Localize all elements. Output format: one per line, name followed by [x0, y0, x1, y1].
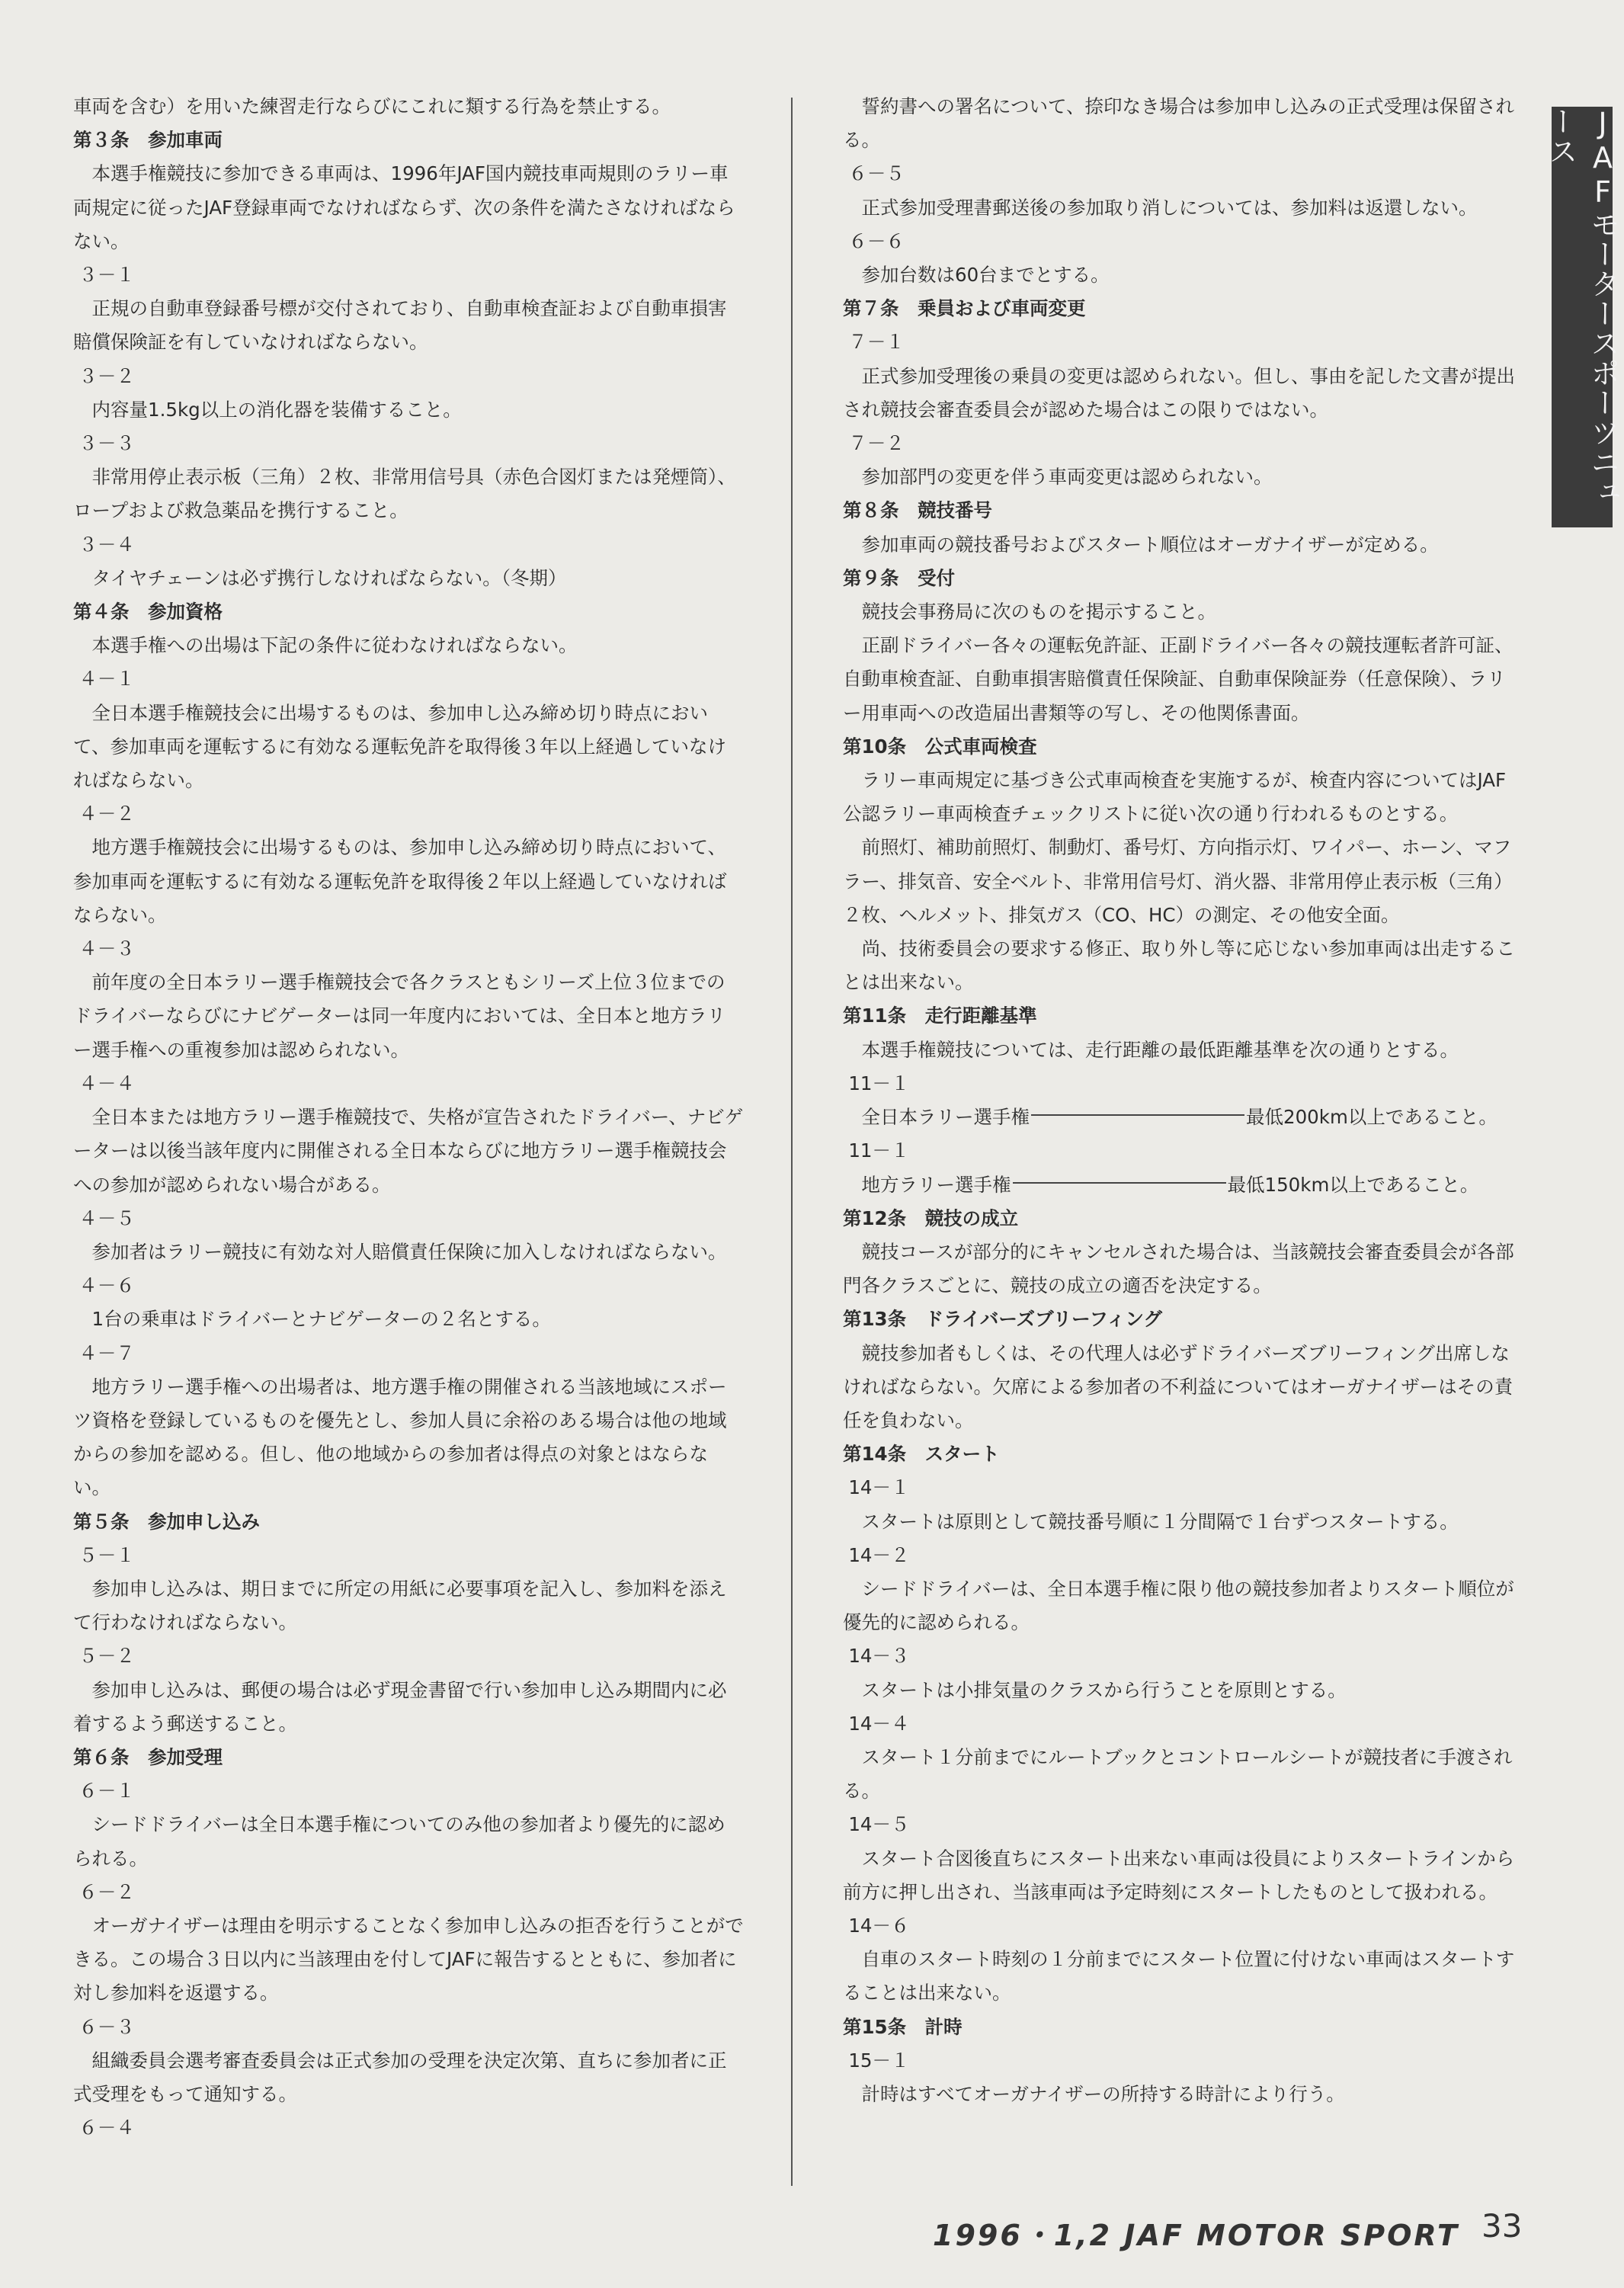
article-heading: 第５条 参加申し込み	[73, 1510, 260, 1533]
clause-number: ４－４	[78, 1072, 135, 1094]
clause-number: 14－５	[848, 1813, 910, 1836]
clause-number: 14－１	[848, 1476, 910, 1499]
paragraph: スタート合図後直ちにスタート出来ない車両は役員によりスタートラインから前方に押し出され、当該車両は予定時刻にスタートしたものとして扱われる。	[843, 1847, 1515, 1903]
clause-number: 14－２	[848, 1543, 910, 1566]
clause-number: ６－５	[848, 162, 905, 185]
paragraph: オーガナイザーは理由を明示することなく参加申し込みの拒否を行うことができる。この場合３日以内に当該理由を付してJAFに報告するとともに、参加者に対し参加料を返還する。	[73, 1914, 744, 2004]
leader-line	[1031, 1114, 1244, 1116]
clause-number: ３－３	[78, 432, 135, 455]
clause-number: ４－２	[78, 803, 135, 825]
paragraph: 競技コースが部分的にキャンセルされた場合は、当該競技会審査委員会が各部門各クラスごとに、競技の成立の適否を決定する。	[843, 1240, 1514, 1297]
paragraph: 参加申し込みは、郵便の場合は必ず現金書留で行い参加申し込み期間内に必着するよう郵送すること。	[73, 1678, 727, 1735]
clause-number: ４－３	[78, 937, 135, 960]
paragraph: 参加車両の競技番号およびスタート順位はオーガナイザーが定める。	[861, 533, 1439, 556]
clause-number: ６－４	[78, 2117, 135, 2139]
paragraph: 計時はすべてオーガナイザーの所持する時計により行う。	[861, 2082, 1345, 2105]
paragraph: シードドライバーは全日本選手権についてのみ他の参加者より優先的に認められる。	[73, 1813, 726, 1870]
right-text-column	[843, 90, 1515, 2111]
paragraph: タイヤチェーンは必ず携行しなければならない。（冬期）	[91, 566, 567, 589]
article-heading: 第７条 乗員および車両変更	[843, 297, 1086, 320]
rule-label: 地方ラリー選手権	[861, 1173, 1011, 1196]
rule-value: 最低200km以上であること。	[1246, 1106, 1497, 1129]
paragraph: 地方ラリー選手権への出場者は、地方選手権の開催される当該地域にスポーツ資格を登録しているものを優先とし、参加人員に余裕のある場合は他の地域からの参加を認める。但し、他の地域からの参加者は得点の対象とはならない。	[73, 1375, 727, 1499]
paragraph: 誓約書への署名について、捺印なき場合は参加申し込みの正式受理は保留される。	[843, 95, 1515, 152]
paragraph: 地方選手権競技会に出場するものは、参加申し込み締め切り時点において、参加車両を運転するに有効なる運転免許を取得後２年以上経過していなければならない。	[73, 836, 727, 926]
article-heading: 第15条 計時	[843, 2015, 963, 2038]
paragraph: 参加者はラリー競技に有効な対人賠償責任保険に加入しなければならない。	[91, 1240, 727, 1263]
article-heading: 第３条 参加車両	[73, 129, 223, 152]
paragraph: 全日本または地方ラリー選手権競技で、失格が宣告されたドライバー、ナビゲーターは以後当該年度内に開催される全日本ならびに地方ラリー選手権競技会への参加が認められない場合がある。	[73, 1106, 744, 1196]
paragraph: 参加台数は60台までとする。	[861, 264, 1110, 287]
paragraph: シードドライバーは、全日本選手権に限り他の競技参加者よりスタート順位が優先的に認められる。	[843, 1577, 1514, 1634]
paragraph: 参加部門の変更を伴う車両変更は認められない。	[861, 466, 1273, 489]
clause-number: ３－４	[78, 533, 135, 556]
paragraph: 全日本選手権競技会に出場するものは、参加申し込み締め切り時点において、参加車両を運転するに有効なる運転免許を取得後３年以上経過していなければならない。	[73, 701, 727, 792]
article-heading: 第12条 競技の成立	[843, 1206, 1019, 1229]
paragraph: 参加申し込みは、期日までに所定の用紙に必要事項を記入し、参加料を添えて行わなければならない。	[73, 1577, 727, 1634]
clause-number: ５－１	[78, 1543, 135, 1566]
clause-number: 15－１	[848, 2049, 910, 2072]
clause-number: ４－１	[78, 668, 135, 691]
leader-line	[1013, 1182, 1226, 1184]
paragraph: 尚、技術委員会の要求する修正、取り外し等に応じない参加車両は出走することは出来ない。	[843, 937, 1515, 994]
clause-number: 11－１	[848, 1139, 910, 1162]
paragraph: ラリー車両規定に基づき公式車両検査を実施するが、検査内容についてはJAF公認ラリー車両検査チェックリストに従い次の通り行われるものとする。	[843, 769, 1507, 825]
article-heading: 第13条 ドライバーズブリーフィング	[843, 1308, 1162, 1331]
rule-value: 最低150km以上であること。	[1227, 1173, 1479, 1196]
page-number: 33	[1481, 2207, 1523, 2245]
article-heading: 第11条 走行距離基準	[843, 1005, 1037, 1027]
clause-number: 14－３	[848, 1645, 910, 1668]
paragraph: 組織委員会選考審査委員会は正式参加の受理を決定次第、直ちに参加者に正式受理をもって通知する。	[73, 2049, 727, 2105]
article-heading: 第14条 スタート	[843, 1443, 1000, 1466]
article-heading: 第８条 競技番号	[843, 499, 992, 522]
paragraph: 本選手権への出場は下記の条件に従わなければならない。	[91, 634, 578, 657]
left-text-column	[73, 90, 744, 2145]
clause-number: ３－２	[78, 364, 135, 387]
paragraph: スタートは原則として競技番号順に１分間隔で１台ずつスタートする。	[861, 1510, 1459, 1533]
clause-number: ６－６	[848, 229, 905, 252]
paragraph: 正副ドライバー各々の運転免許証、正副ドライバー各々の競技運転者許可証、自動車検査証、自動車損害賠償責任保険証、自動車保険証券（任意保険）、ラリー用車両への改造届出書類等の写し、その他関係書面。	[843, 634, 1513, 724]
article-heading: 第10条 公式車両検査	[843, 735, 1037, 758]
paragraph: 競技参加者もしくは、その代理人は必ずドライバーズブリーフィング出席しなければならない。欠席による参加者の不利益についてはオーガナイザーはその責任を負わない。	[843, 1341, 1513, 1431]
clause-number: ５－２	[78, 1645, 135, 1668]
column-divider	[791, 98, 793, 2186]
clause-number: ７－２	[848, 432, 905, 455]
paragraph: スタートは小排気量のクラスから行うことを原則とする。	[861, 1678, 1347, 1701]
clause-number: ３－１	[78, 264, 135, 287]
paragraph: 前年度の全日本ラリー選手権競技会で各クラスともシリーズ上位３位までのドライバーならびにナビゲーターは同一年度内においては、全日本と地方ラリー選手権への重複参加は認められない。	[73, 971, 726, 1061]
section-side-tab: JAFモータースポーツニュース	[1552, 107, 1613, 527]
paragraph: スタート１分前までにルートブックとコントロールシートが競技者に手渡される。	[843, 1745, 1513, 1803]
clause-number: 11－１	[848, 1072, 910, 1094]
paragraph: 自車のスタート時刻の１分前までにスタート位置に付けない車両はスタートすることは出来ない。	[843, 1948, 1515, 2004]
paragraph: 内容量1.5kg以上の消化器を装備すること。	[91, 398, 462, 421]
paragraph-continued: 車両を含む）を用いた練習走行ならびにこれに類する行為を禁止する。	[73, 95, 671, 117]
clause-number: ７－１	[848, 331, 905, 354]
clause-number: ６－２	[78, 1880, 135, 1903]
footer-magazine-title: 1996・1,2 JAF MOTOR SPORT	[933, 2219, 1459, 2252]
clause-number: ６－３	[78, 2015, 135, 2038]
distance-rule-line	[843, 1101, 1515, 1134]
clause-number: ６－１	[78, 1780, 135, 1803]
paragraph: 正式参加受理後の乗員の変更は認められない。但し、事由を記した文書が提出され競技会審査委員会が認めた場合はこの限りではない。	[843, 364, 1515, 421]
clause-number: 14－６	[848, 1914, 910, 1937]
article-heading: 第６条 参加受理	[73, 1745, 223, 1768]
clause-number: ４－６	[78, 1274, 135, 1297]
article-heading: 第４条 参加資格	[73, 601, 223, 623]
rule-label: 全日本ラリー選手権	[861, 1106, 1030, 1129]
clause-number: ４－７	[78, 1341, 135, 1364]
paragraph: 1台の乗車はドライバーとナビゲーターの２名とする。	[91, 1308, 551, 1331]
paragraph: 本選手権競技に参加できる車両は、1996年JAF国内競技車両規則のラリー車両規定に従ったJAF登録車両でなければならず、次の条件を満たさなければならない。	[73, 162, 735, 252]
distance-rule-line	[843, 1168, 1515, 1202]
paragraph: 非常用停止表示板（三角）２枚、非常用信号具（赤色合図灯または発煙筒）、ロープおよび救急薬品を携行すること。	[73, 466, 736, 522]
paragraph: 前照灯、補助前照灯、制動灯、番号灯、方向指示灯、ワイパー、ホーン、マフラー、排気音、安全ベルト、非常用信号灯、消火器、非常用停止表示板（三角）２枚、ヘルメット、排気ガス（CO、HC）の測定、その他安全面。	[843, 836, 1513, 926]
paragraph: 競技会事務局に次のものを掲示すること。	[861, 601, 1216, 623]
clause-number: ４－５	[78, 1206, 135, 1229]
paragraph: 本選手権競技については、走行距離の最低距離基準を次の通りとする。	[861, 1038, 1459, 1061]
paragraph: 正式参加受理書郵送後の参加取り消しについては、参加料は返還しない。	[861, 196, 1478, 219]
clause-number: 14－４	[848, 1712, 910, 1735]
paragraph: 正規の自動車登録番号標が交付されており、自動車検査証および自動車損害賠償保険証を有していなければならない。	[73, 297, 727, 354]
article-heading: 第９条 受付	[843, 566, 955, 589]
